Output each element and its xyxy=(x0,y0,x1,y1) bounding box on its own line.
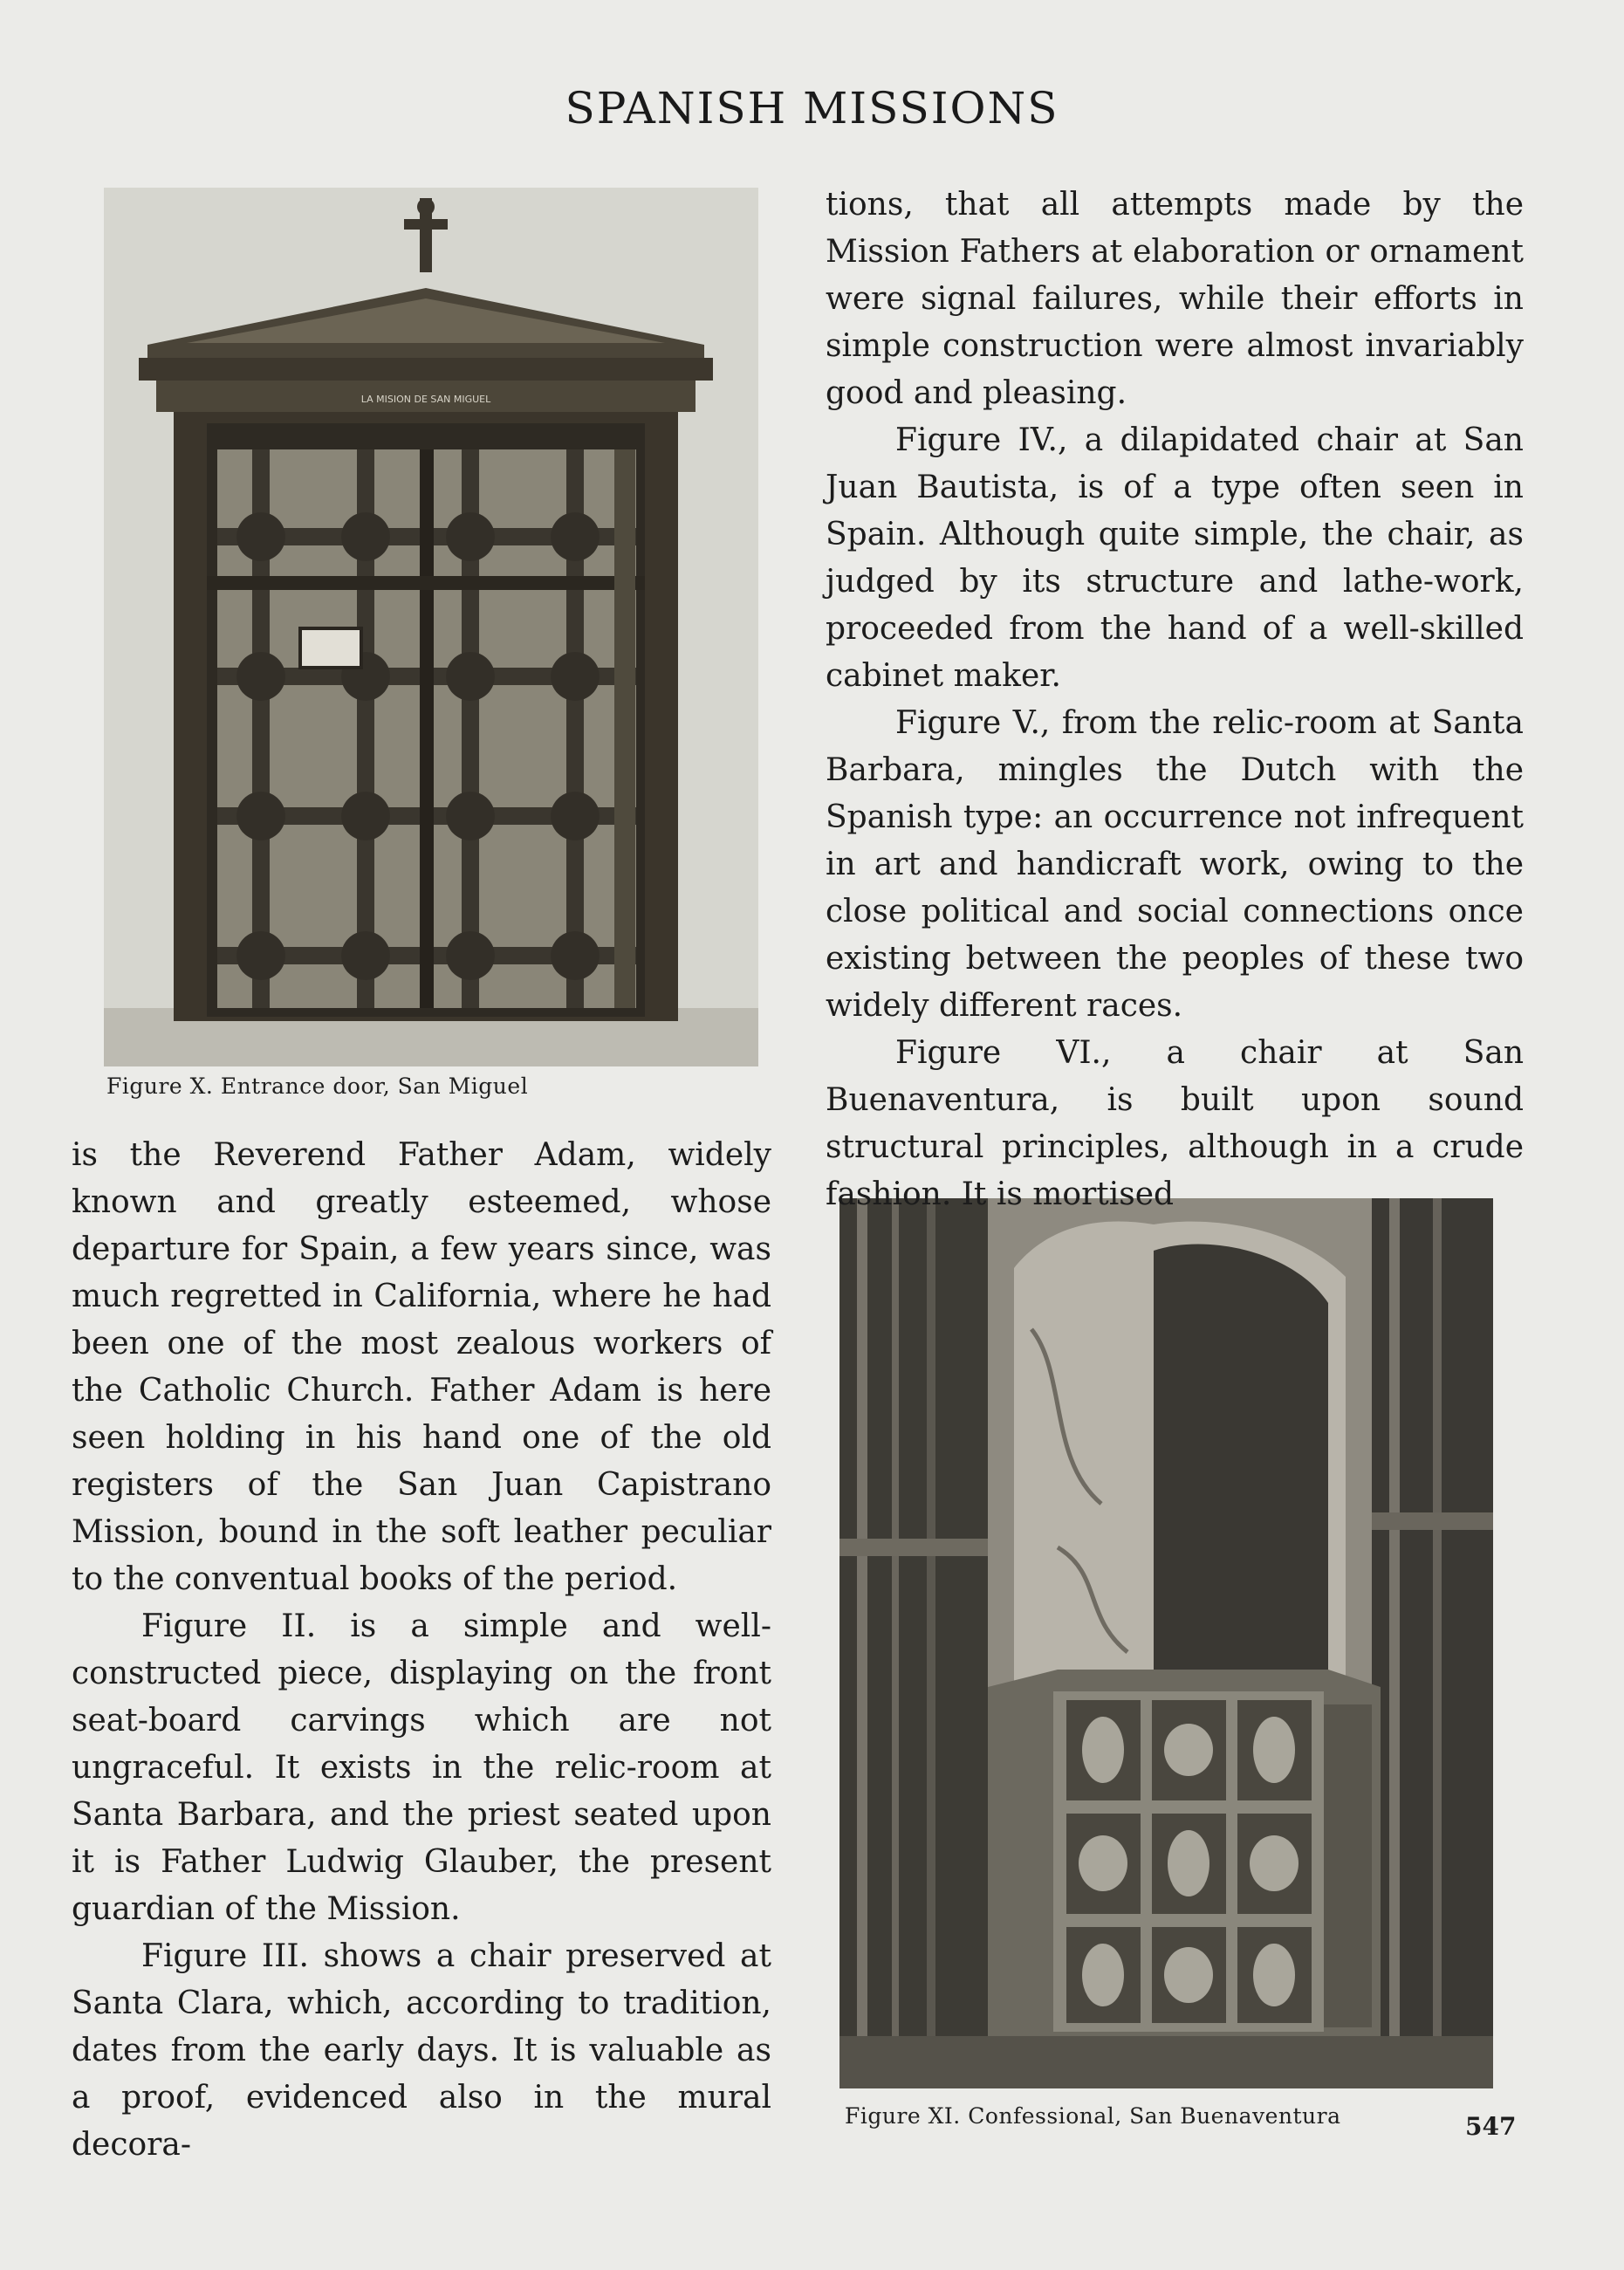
paragraph: Figure VI., a chair at San Buenaventura, is built upon sound structural principles, although in a crude fashion. It is mortised xyxy=(826,1035,1524,1212)
figure-xi-confessional-photo xyxy=(839,1198,1493,2088)
paragraph: Figure V., from the relic-room at Santa Barbara, mingles the Dutch with the Spanish type: an occurrence not infrequent in art and handicraft work, owing to the close political and social connections once existing between the peoples of these two widely different races. xyxy=(826,705,1524,1024)
door-sign: LA MISION DE SAN MIGUEL xyxy=(360,394,491,405)
figure-x-caption: Figure X. Entrance door, San Miguel xyxy=(106,1073,529,1099)
figure-xi-caption: Figure XI. Confessional, San Buenaventura xyxy=(845,2103,1341,2129)
figure-x-door-photo xyxy=(104,188,758,1066)
right-column xyxy=(826,182,1524,1218)
paragraph: tions, that all attempts made by the Mission Fathers at elaboration or ornament were signal failures, while their efforts in simple construction were almost invariably good and pleasing. xyxy=(826,187,1524,411)
paragraph: is the Reverend Father Adam, widely known and greatly esteemed, whose departure for Spain, a few years since, was much regretted in California, where he had been one of the most zealous workers of the Catholic Church. Father Adam is here seen holding in his hand one of the old registers of the San Juan Capistrano Mission, bound in the soft leather peculiar to the conventual books of the period. xyxy=(72,1137,771,1597)
paragraph: Figure II. is a simple and well-constructed piece, displaying on the front seat-board carvings which are not ungraceful. It exists in the relic-room at Santa Barbara, and the priest seated upon it is Father Ludwig Glauber, the present guardian of the Mission. xyxy=(72,1608,771,1927)
left-column xyxy=(72,1132,771,2169)
page-number: 547 xyxy=(1465,2112,1517,2141)
paragraph: Figure IV., a dilapidated chair at San Juan Bautista, is of a type often seen in Spain. Although quite simple, the chair, as judged by its structure and lathe-work, proceeded from the hand of a well-skilled cabinet maker. xyxy=(826,422,1524,694)
running-head: SPANISH MISSIONS xyxy=(565,83,1059,134)
paragraph: Figure III. shows a chair preserved at Santa Clara, which, according to tradition, dates from the early days. It is valuable as a proof, evidenced also in the mural decora- xyxy=(72,1938,771,2163)
